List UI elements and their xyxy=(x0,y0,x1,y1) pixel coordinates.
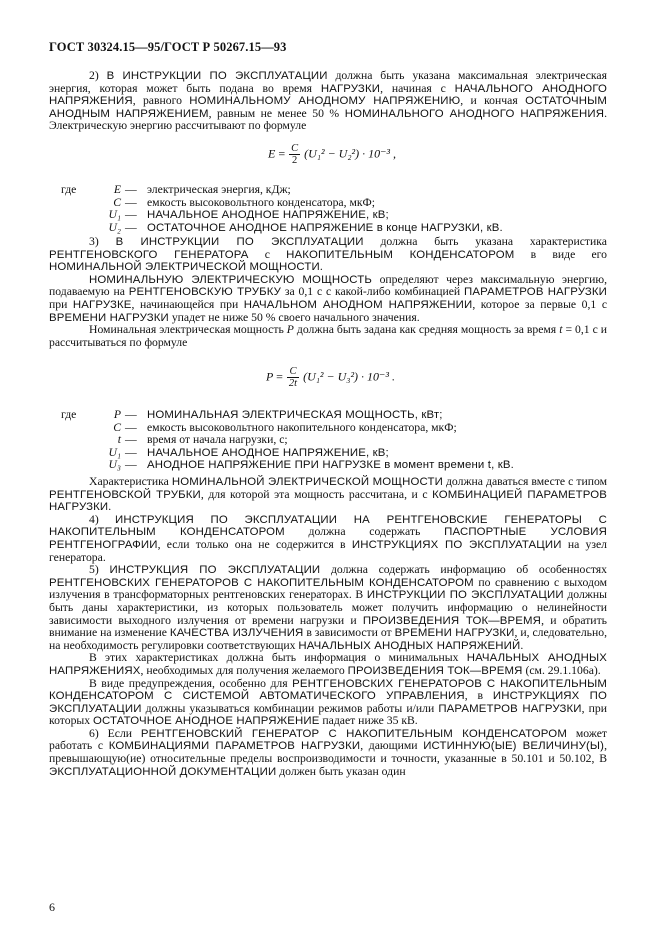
legend-row: C — емкость высоковольтного конденсатора, мкФ; xyxy=(113,195,376,209)
paragraph: В этих характеристиках должна быть информация о минимальных НАЧАЛЬНЫХ АНОДНЫХ НАПРЯЖЕНИЯХ, необходимых для получения желаемого ПРОИЗВЕДЕНИЯ ТОК—ВРЕМЯ (см. 29.1.106а). xyxy=(49,651,608,677)
legend-row: где E — электрическая энергия, кДж; xyxy=(61,183,291,196)
paragraph: НОМИНАЛЬНУЮ ЭЛЕКТРИЧЕСКУЮ МОЩНОСТЬ определяют через максимальную энергию, подаваемую на РЕНТГЕНОВСКУЮ ТРУБКУ за 0,1 с с какой-либо комбинацией ПАРАМЕТРОВ НАГРУЗКИ при НАГРУЗКЕ, начинающейся при НАЧАЛЬНОМ АНОДНОМ НАПРЯЖЕНИИ, которое за первые 0,1 с ВРЕМЕНИ НАГРУЗКИ упадет не ниже 50 % своего начального значения. xyxy=(49,272,608,324)
section-5: 5) ИНСТРУКЦИЯ ПО ЭКСПЛУАТАЦИИ должна содержать информацию об особенностях РЕНТГЕНОВСКИХ ГЕНЕРАТОРОВ С НАКОПИТЕЛЬНЫМ КОНДЕНСАТОРОМ по сравнению с выходом излучения в трансформаторных рентгеновских генераторах. В ИНСТРУКЦИИ ПО ЭКСПЛУАТАЦИИ должны быть даны характеристики, из которых пользователь может получить информацию о нелинейности зависимости выходного излучения от времени нагрузки и ПРОИЗВЕДЕНИЯ ТОК—ВРЕМЯ, и обратить внимание на изменение КАЧЕСТВА ИЗЛУЧЕНИЯ в зависимости от ВРЕМЕНИ НАГРУЗКИ, и, следовательно, на необходимость регулировки соответствующих НАЧАЛЬНЫХ АНОДНЫХ НАПРЯЖЕНИЙ. xyxy=(49,563,608,652)
formula-legend-2 xyxy=(49,409,607,472)
page-number: 6 xyxy=(49,900,55,914)
legend-row: t — время от начала нагрузки, с; xyxy=(117,433,288,447)
legend-row: U₂ — ОСТАТОЧНОЕ АНОДНОЕ НАПРЯЖЕНИЕ в конце НАГРУЗКИ, кВ. xyxy=(108,220,503,234)
section-3-continued xyxy=(49,476,607,778)
section-3 xyxy=(49,236,607,349)
section-2 xyxy=(49,70,607,133)
legend-row: где P — НОМИНАЛЬНАЯ ЭЛЕКТРИЧЕСКАЯ МОЩНОСТЬ, кВт; xyxy=(61,408,443,421)
section-6: 6) Если РЕНТГЕНОВСКИЙ ГЕНЕРАТОР С НАКОПИТЕЛЬНЫМ КОНДЕНСАТОРОМ может работать с КОМБИНАЦИЯМИ ПАРАМЕТРОВ НАГРУЗКИ, дающими ИСТИННУЮ(ЫЕ) ВЕЛИЧИНУ(Ы), превышающую(ие) относительные пределы воспроизводимости и точности, указанные в 50.101 и 50.102, В ЭКСПЛУАТАЦИОННОЙ ДОКУМЕНТАЦИИ должен быть указан один xyxy=(49,726,607,778)
legend-row: U₁ — НАЧАЛЬНОЕ АНОДНОЕ НАПРЯЖЕНИЕ, кВ; xyxy=(108,208,389,222)
formula-legend-1 xyxy=(49,184,607,234)
document-header: ГОСТ 30324.15—95/ГОСТ Р 50267.15—93 xyxy=(49,40,287,54)
paragraph: В виде предупреждения, особенно для РЕНТГЕНОВСКИХ ГЕНЕРАТОРОВ С НАКОПИТЕЛЬНЫМ КОНДЕНСАТОРОМ С СИСТЕМОЙ АВТОМАТИЧЕСКОГО УПРАВЛЕНИЯ, в ИНСТРУКЦИЯХ ПО ЭКСПЛУАТАЦИИ должны указываться комбинации режимов работы и/или ПАРАМЕТРОВ НАГРУЗКИ, при которых ОСТАТОЧНОЕ АНОДНОЕ НАПРЯЖЕНИЕ падает ниже 35 кВ. xyxy=(49,676,607,728)
legend-row: U₃ — АНОДНОЕ НАПРЯЖЕНИЕ ПРИ НАГРУЗКЕ в момент времени t, кВ. xyxy=(108,458,514,472)
legend-row: U₁ — НАЧАЛЬНОЕ АНОДНОЕ НАПРЯЖЕНИЕ, кВ; xyxy=(108,445,389,459)
formula-power: P = $\frac{C}{2t}$ (U₁² − U₃²) · 10⁻³ . xyxy=(266,366,395,389)
legend-row: C — емкость высоковольтного накопительного конденсатора, мкФ; xyxy=(113,420,457,434)
paragraph: Номинальная электрическая мощность P должна быть задана как средняя мощность за время t = 0,1 с и рассчитываться по формуле xyxy=(49,323,608,349)
paragraph: 3) В ИНСТРУКЦИИ ПО ЭКСПЛУАТАЦИИ должна быть указана характеристика РЕНТГЕНОВСКОГО ГЕНЕРАТОРА с НАКОПИТЕЛЬНЫМ КОНДЕНСАТОРОМ в виде его НОМИНАЛЬНОЙ ЭЛЕКТРИЧЕСКОЙ МОЩНОСТИ. xyxy=(49,235,608,274)
paragraph: 2) В ИНСТРУКЦИИ ПО ЭКСПЛУАТАЦИИ должна быть указана максимальная электрическая энергия, которая может быть подана во время НАГРУЗКИ, начиная с НАЧАЛЬНОГО АНОДНОГО НАПРЯЖЕНИЯ, равного НОМИНАЛЬНОМУ АНОДНОМУ НАПРЯЖЕНИЮ, и кончая ОСТАТОЧНЫМ АНОДНЫМ НАПРЯЖЕНИЕМ, равным не менее 50 % НОМИНАЛЬНОГО АНОДНОГО НАПРЯЖЕНИЯ. Электрическую энергию рассчитывают по формуле xyxy=(49,69,608,133)
section-4: 4) ИНСТРУКЦИЯ ПО ЭКСПЛУАТАЦИИ НА РЕНТГЕНОВСКИЕ ГЕНЕРАТОРЫ С НАКОПИТЕЛЬНЫМ КОНДЕНСАТОРОМ должна содержать ПАСПОРТНЫЕ УСЛОВИЯ РЕНТГЕНОГРАФИИ, если только она не содержится в ИНСТРУКЦИЯХ ПО ЭКСПЛУАТАЦИИ на узел генератора. xyxy=(49,512,608,564)
paragraph: Характеристика НОМИНАЛЬНОЙ ЭЛЕКТРИЧЕСКОЙ МОЩНОСТИ должна даваться вместе с типом РЕНТГЕНОВСКОЙ ТРУБКИ, для которой эта мощность рассчитана, и с КОМБИНАЦИЕЙ ПАРАМЕТРОВ НАГРУЗКИ. xyxy=(49,475,608,514)
formula-energy: E = $\frac{C}{2}$ (U₁² − U₂²) · 10⁻³ , xyxy=(268,143,397,166)
